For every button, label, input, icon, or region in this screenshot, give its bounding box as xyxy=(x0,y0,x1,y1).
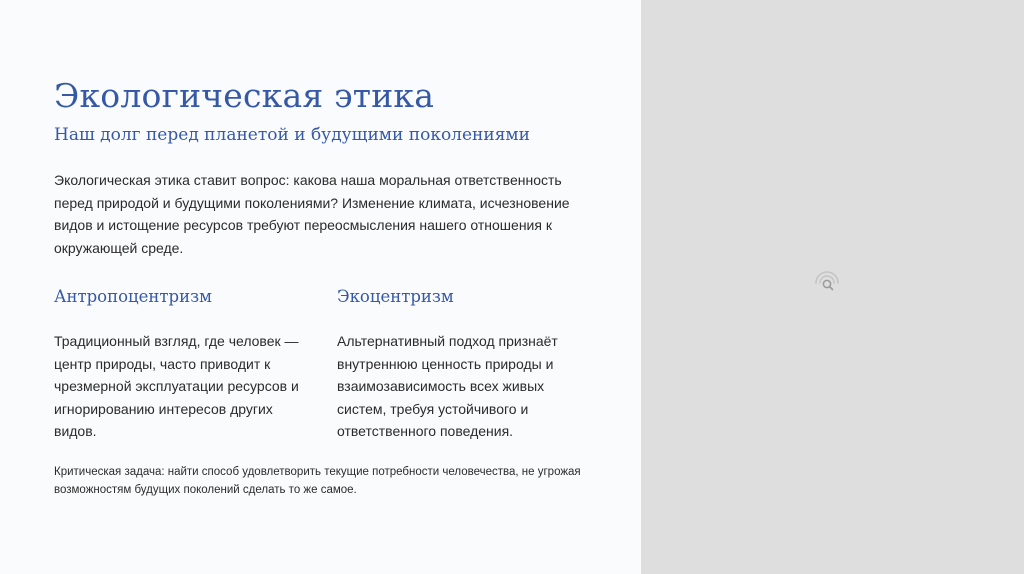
column-anthropocentrism xyxy=(54,284,314,443)
image-loading-icon xyxy=(813,271,841,293)
intro-paragraph: Экологическая этика ставит вопрос: какова наша моральная ответственность перед природой и будущими поколениями? Изменение климата, исчезновение видов и истощение ресурсов требуют переосмысления нашего отношения к окружающей среде. xyxy=(54,172,570,256)
column-text: Альтернативный подход признаёт внутреннюю ценность природы и взаимозависимость всех живых систем, требуя устойчивого и ответственного поведения. xyxy=(337,333,558,439)
image-placeholder-panel xyxy=(641,0,1024,574)
column-ecocentrism xyxy=(337,284,597,443)
column-heading: Антропоцентризм xyxy=(54,287,212,306)
critical-task-note: Критическая задача: найти способ удовлетворить текущие потребности человечества, не угрожая возможностям будущих поколений сделать то же самое. xyxy=(54,466,581,496)
column-text: Традиционный взгляд, где человек — центр природы, часто приводит к чрезмерной эксплуатации ресурсов и игнорированию интересов других видов. xyxy=(54,333,299,439)
slide-title: Экологическая этика xyxy=(54,76,435,115)
slide-subtitle: Наш долг перед планетой и будущими поколениями xyxy=(54,125,530,145)
column-heading: Экоцентризм xyxy=(337,287,454,306)
